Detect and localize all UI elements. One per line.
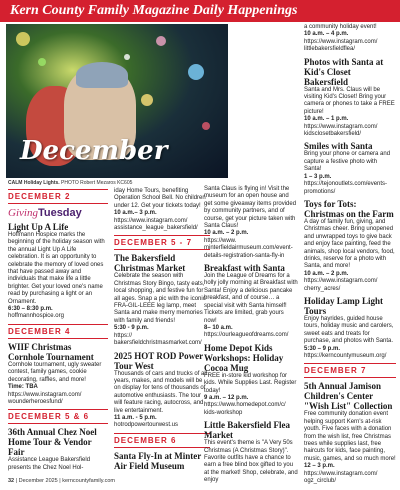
event-url[interactable]: https://www.instagram.com/ ogz_circlub/ (304, 470, 378, 485)
event-body: FREE in-store kid workshop for kids. While Supplies Last. Register today! (204, 372, 297, 394)
event-url[interactable]: https://tejonoutlets.com/events- promotions/ (304, 181, 388, 195)
event-time: 5:30 – 9 p.m. (304, 345, 341, 352)
event-title: Little Bakersfield Flea Market (204, 420, 290, 441)
event-time: 9 a.m. – 12 p.m. (204, 394, 249, 401)
giving-tuesday-logo: GivingTuesday (8, 207, 82, 219)
event-time: 6:30 – 8:30 p.m. (8, 306, 53, 313)
event-title: 2025 HOT ROD Power Tour West (114, 350, 203, 371)
event-body: A day of family fun, giving, and Christmas cheer. Bring unopened and unwrapped toys to give back and enjoy face painting, feed the animals, shop local vendors, food, drinks, reserve for a photo with Santa, and more! (304, 218, 395, 270)
event-time: 8– 10 a.m. (204, 324, 233, 331)
event-body: Celebrate the season with Christmas Story Bingo, tasty eats, local shopping, and festive fun for all ages. Snap a pic with the iconic FRA-GIL-LEEE leg lamp, meet Santa and make merry memories with family and friends! (114, 273, 206, 324)
event-time: Time: TBA (8, 384, 38, 391)
section-december-4: DECEMBER 4 (8, 324, 108, 339)
section-december-7: DECEMBER 7 (304, 363, 396, 378)
column-3 (204, 186, 298, 485)
event-title: Holiday Lamp Light Tours (304, 295, 384, 316)
event-body: Join the League of Dreams for a holly jolly morning at Breakfast with Santa! Enjoy a delicious pancake breakfast, and of course… a special visit with Santa himself! Tickets are limited, grab yours now! (204, 273, 298, 324)
event-time: 11 a.m. - 5 p.m. (114, 414, 157, 421)
event-body: Free community donation event helping support Kern's at-risk youth. Five faces with a donation from the wish list, free Christmas trees while supplies last, free haircuts for kids, face painting, music, games, and so much more! (304, 411, 396, 462)
event-body: iday Home Tours, benefiting Operation School Bell. No children under 12. Get your tickets today! (114, 188, 206, 209)
section-december-6: DECEMBER 6 (114, 433, 210, 448)
event-url[interactable]: https://www.instagram.com/ cherry_acres/ (304, 278, 378, 292)
page-footer: 32 | December 2025 | kerncountyfamily.com (8, 478, 116, 484)
event-time: 1 – 3 p.m. (304, 173, 332, 180)
column-2 (114, 188, 210, 471)
event-time: 10 a.m. – 1 p.m. (304, 116, 349, 123)
event-body: Bring your phone or camera and capture a festive photo with Santa! (304, 151, 391, 173)
section-december-2: DECEMBER 2 (8, 189, 108, 204)
column-4 (304, 24, 396, 485)
event-body: a community holiday event! (304, 24, 377, 30)
event-body: Cornhole tournament, ugly sweater contest, family games, cookie decorating, raffles, and more! (8, 361, 102, 383)
section-december-5-6: DECEMBER 5 & 6 (8, 409, 108, 424)
event-url[interactable]: https://www. minterfieldairmuseum.com/event- details-registration-santa-fly-in (204, 237, 293, 259)
event-url[interactable]: hoffmannhospice.org (8, 313, 64, 320)
event-time: 12 – 3 p.m. (304, 463, 335, 470)
photo-title: December (20, 136, 168, 166)
event-url[interactable]: https://ourleagueofdreams.com/ (204, 332, 289, 339)
event-url[interactable]: https://www.instagram.com/ wounderheroesfund/ (8, 391, 82, 405)
event-title: Smiles with Santa (304, 141, 373, 152)
event-title: 36th Annual Chez Noel Home Tour & Vendor Fair (8, 427, 97, 458)
event-body: This event's theme is "A Very 50s Christmas (A Christmas Story)". Favorite outfits have a chance to earn a free blind box gifted to you at the market! Shop, celebrate, and enjoy (204, 440, 298, 484)
column-1 (8, 186, 108, 472)
event-title: Photos with Santa at Kid's Closet Bakersfield (304, 56, 384, 87)
header-banner: Kern County Family Magazine Daily Happenings (0, 0, 400, 22)
event-title: The Bakersfield Christmas Market (114, 253, 186, 274)
section-december-5-7: DECEMBER 5 - 7 (114, 235, 210, 250)
event-title: 5th Annual Jamison Children's Center "Wish List" Collection (304, 381, 393, 412)
event-title: Santa Fly-In at Minter Air Field Museum (114, 450, 202, 471)
event-url[interactable]: https://www.instagram.com/ assistance_league_bakersfield/ (114, 217, 198, 232)
event-url[interactable]: hotrodpowertourwest.us (114, 422, 179, 429)
event-body: Thousands of cars and trucks of all years, makes, and models will be on display for tens of thousands of automotive enthusiasts. The tour will feature racing, autocross, and live entertainment. (114, 370, 208, 414)
event-time: 10 a.m. – 2 p.m. (204, 230, 249, 237)
december-photo (6, 24, 228, 178)
event-url[interactable]: https://www.instagram.com/ kidsclosetbakersfield/ (304, 123, 378, 138)
event-time: 10 a.m. – 4 p.m. (304, 31, 349, 38)
event-title: Home Depot Kids Workshops: Holiday Cocoa Mug (204, 342, 284, 373)
event-time: 5:30 - 9 p.m. (114, 325, 149, 332)
event-url[interactable]: https://www.instagram.com/ littlebakersfieldflea/ (304, 38, 378, 53)
photo-caption: CALM Holiday Lights. PHOTO Robert Mezaros KC605 (8, 180, 133, 186)
event-url[interactable]: https:// bakersfieldchristmasmarket.com/ (114, 332, 202, 347)
event-body: Hoffmann Hospice marks the beginning of the holiday season with the annual Light Up A Life celebration. It is an opportunity to celebrate the memory of loved ones that have passed away and individuals that make life a little brighter. Get your loved one's name read by purchasing a light or an Ornament. (8, 232, 105, 305)
event-url[interactable]: https://www.homedepot.com/c/ kids-workshop (204, 402, 286, 416)
event-time: 10 a.m. – 2 p.m. (304, 270, 349, 277)
event-title: Toys for Tots: Christmas on the Farm (304, 198, 394, 219)
event-body: Santa Claus is flying in! Visit the museum for an open house and get some giveaway items provided by community partners, and of course, get your picture taken with Santa Claus! (204, 186, 297, 230)
event-body: Enjoy hayrides, guided house tours, holiday music and carolers, sweet eats and treats for purchase, and photos with Santa. (304, 315, 394, 345)
child-hat (76, 62, 128, 88)
event-time: 10 a.m.– 3 p.m. (114, 210, 157, 217)
event-title: Breakfast with Santa (204, 263, 285, 274)
event-title: WIIF Christmas Cornhole Tournament (8, 341, 94, 362)
event-body: Assistance League Bakersfield presents the Chez Noel Hol- (8, 457, 91, 471)
event-url[interactable]: https://kerncountymuseum.org/ (304, 353, 387, 359)
event-title: Light Up A Life (8, 222, 69, 232)
event-body: Santa and Mrs. Claus will be visiting Kid's Closet! Bring your camera or phones to take a FREE picture! (304, 86, 395, 115)
